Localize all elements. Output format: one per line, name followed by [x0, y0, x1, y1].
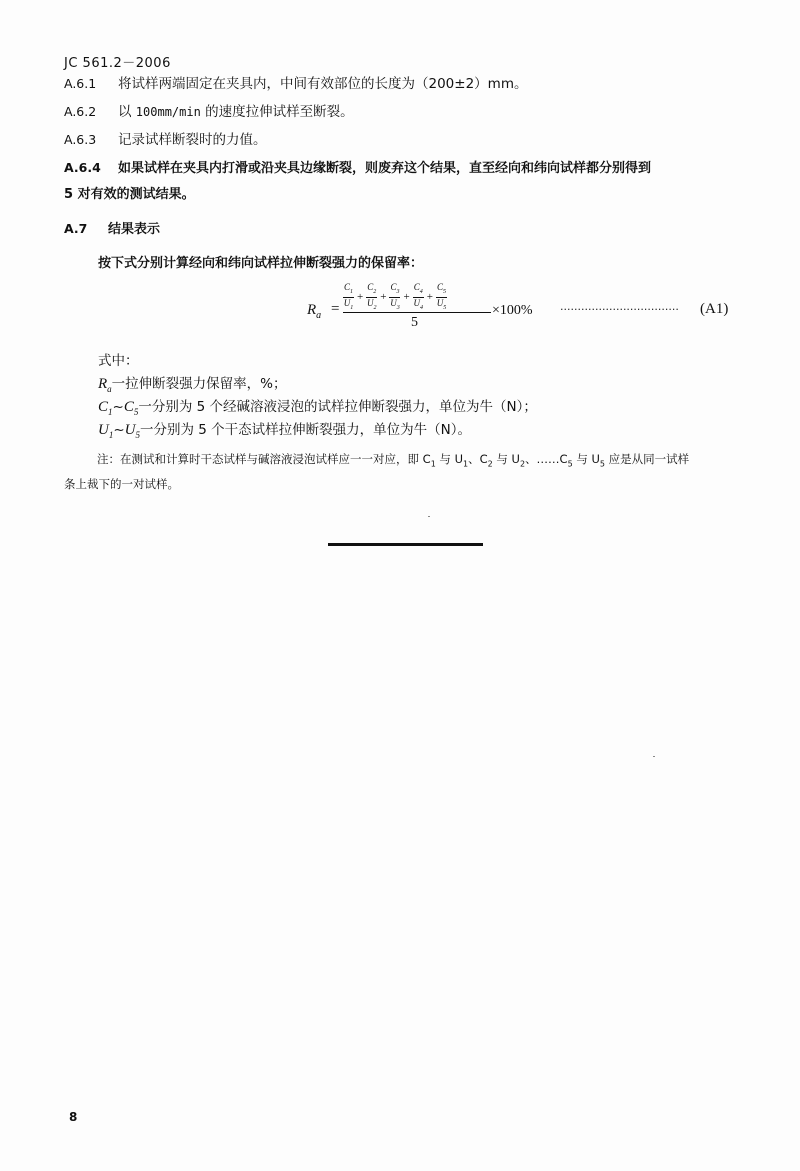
page-number: 8	[69, 1110, 78, 1124]
clause-text: 如果试样在夹具内打滑或沿夹具边缘断裂，则废弃这个结果，直至经向和纬向试样都分别得到	[118, 161, 652, 176]
variable-description: 一分别为 5 个干态试样拉伸断裂强力，单位为牛（N）。	[140, 422, 472, 438]
clause-a-6-1	[64, 74, 527, 94]
section-title: 结果表示	[108, 222, 161, 237]
fraction-bar	[343, 312, 491, 313]
clause-text: 记录试样断裂时的力值。	[118, 132, 267, 148]
fraction-c4-u4: $\frac{C_4}{U_4}$	[413, 281, 423, 311]
variable-description: 一分别为 5 个经碱溶液浸泡的试样拉伸断裂强力，单位为牛（N）；	[138, 399, 537, 415]
where-heading: 式中：	[98, 353, 139, 369]
clause-a-6-3	[64, 130, 267, 150]
clause-number: A.6.1	[64, 76, 97, 91]
note-line-2: 条上裁下的一对试样。	[64, 477, 179, 491]
clause-speed: 100mm/min	[135, 105, 201, 119]
clause-number: A.6.2	[64, 104, 97, 119]
variable-c1-c5: $C_1\sim C_5$一分别为 5 个经碱溶液浸泡的试样拉伸断裂强力，单位为牛（N）；	[98, 399, 537, 417]
end-of-document-rule	[328, 543, 483, 546]
fraction-c2-u2: $\frac{C_2}{U_2}$	[366, 281, 377, 311]
clause-text: 将试样两端固定在夹具内，中间有效部位的长度为（200±2）mm。	[118, 76, 528, 92]
section-a-7-heading	[64, 219, 160, 240]
clause-number: A.6.3	[64, 132, 97, 147]
note-label: 注：	[97, 452, 120, 466]
standard-code: JC 561.2－2006	[64, 56, 171, 71]
clause-a-6-4-continuation: 5 对有效的测试结果。	[64, 187, 195, 202]
section-number: A.7	[64, 221, 88, 236]
note-line-1: 注：在测试和计算时干态试样与碱溶液浸泡试样应一一对应，即 $C_1$ 与 $U_1$、$C_2$ 与 $U_2$、$\dots\dots C_5$ 与 $U_5$ 应是从同一试样	[97, 452, 690, 469]
formula-equals: =	[331, 301, 340, 317]
clause-number: A.6.4	[64, 160, 101, 175]
clause-a-6-4	[64, 158, 651, 179]
formula-multiplier: ×100%	[492, 303, 533, 318]
scan-speck	[653, 756, 655, 757]
fraction-c3-u3: $\frac{C_3}{U_3}$	[390, 281, 400, 311]
fraction-c1-u1: $\frac{C_1}{U_1}$	[343, 281, 354, 311]
formula-lhs: $R_a$	[307, 302, 322, 321]
scan-speck	[428, 516, 430, 517]
clause-a-6-2	[64, 102, 354, 122]
variable-description: 一拉伸断裂强力保留率，%；	[111, 376, 287, 392]
variable-u1-u5: $U_1\sim U_5$一分别为 5 个干态试样拉伸断裂强力，单位为牛（N）。	[98, 422, 472, 440]
fraction-c5-u5: $\frac{C_5}{U_5}$	[436, 281, 447, 311]
section-intro: 按下式分别计算经向和纬向试样拉伸断裂强力的保留率：	[98, 256, 424, 271]
clause-text-suffix: 的速度拉伸试样至断裂。	[200, 104, 354, 120]
formula-leader-dots: ··································	[560, 303, 679, 316]
clause-text-prefix: 以	[118, 104, 136, 120]
formula-numerator: $\frac{C_1}{U_1}$ + $\frac{C_2}{U_2}$ + $\frac{C_3}{U_3}$ + $\frac{C_4}{U_4}$ + $\frac{C_5}{U_5}$	[343, 281, 447, 311]
formula-denominator: 5	[411, 315, 418, 330]
variable-ra: $R_a$一拉伸断裂强力保留率，%；	[98, 376, 287, 394]
formula-label: (A1)	[700, 301, 729, 317]
